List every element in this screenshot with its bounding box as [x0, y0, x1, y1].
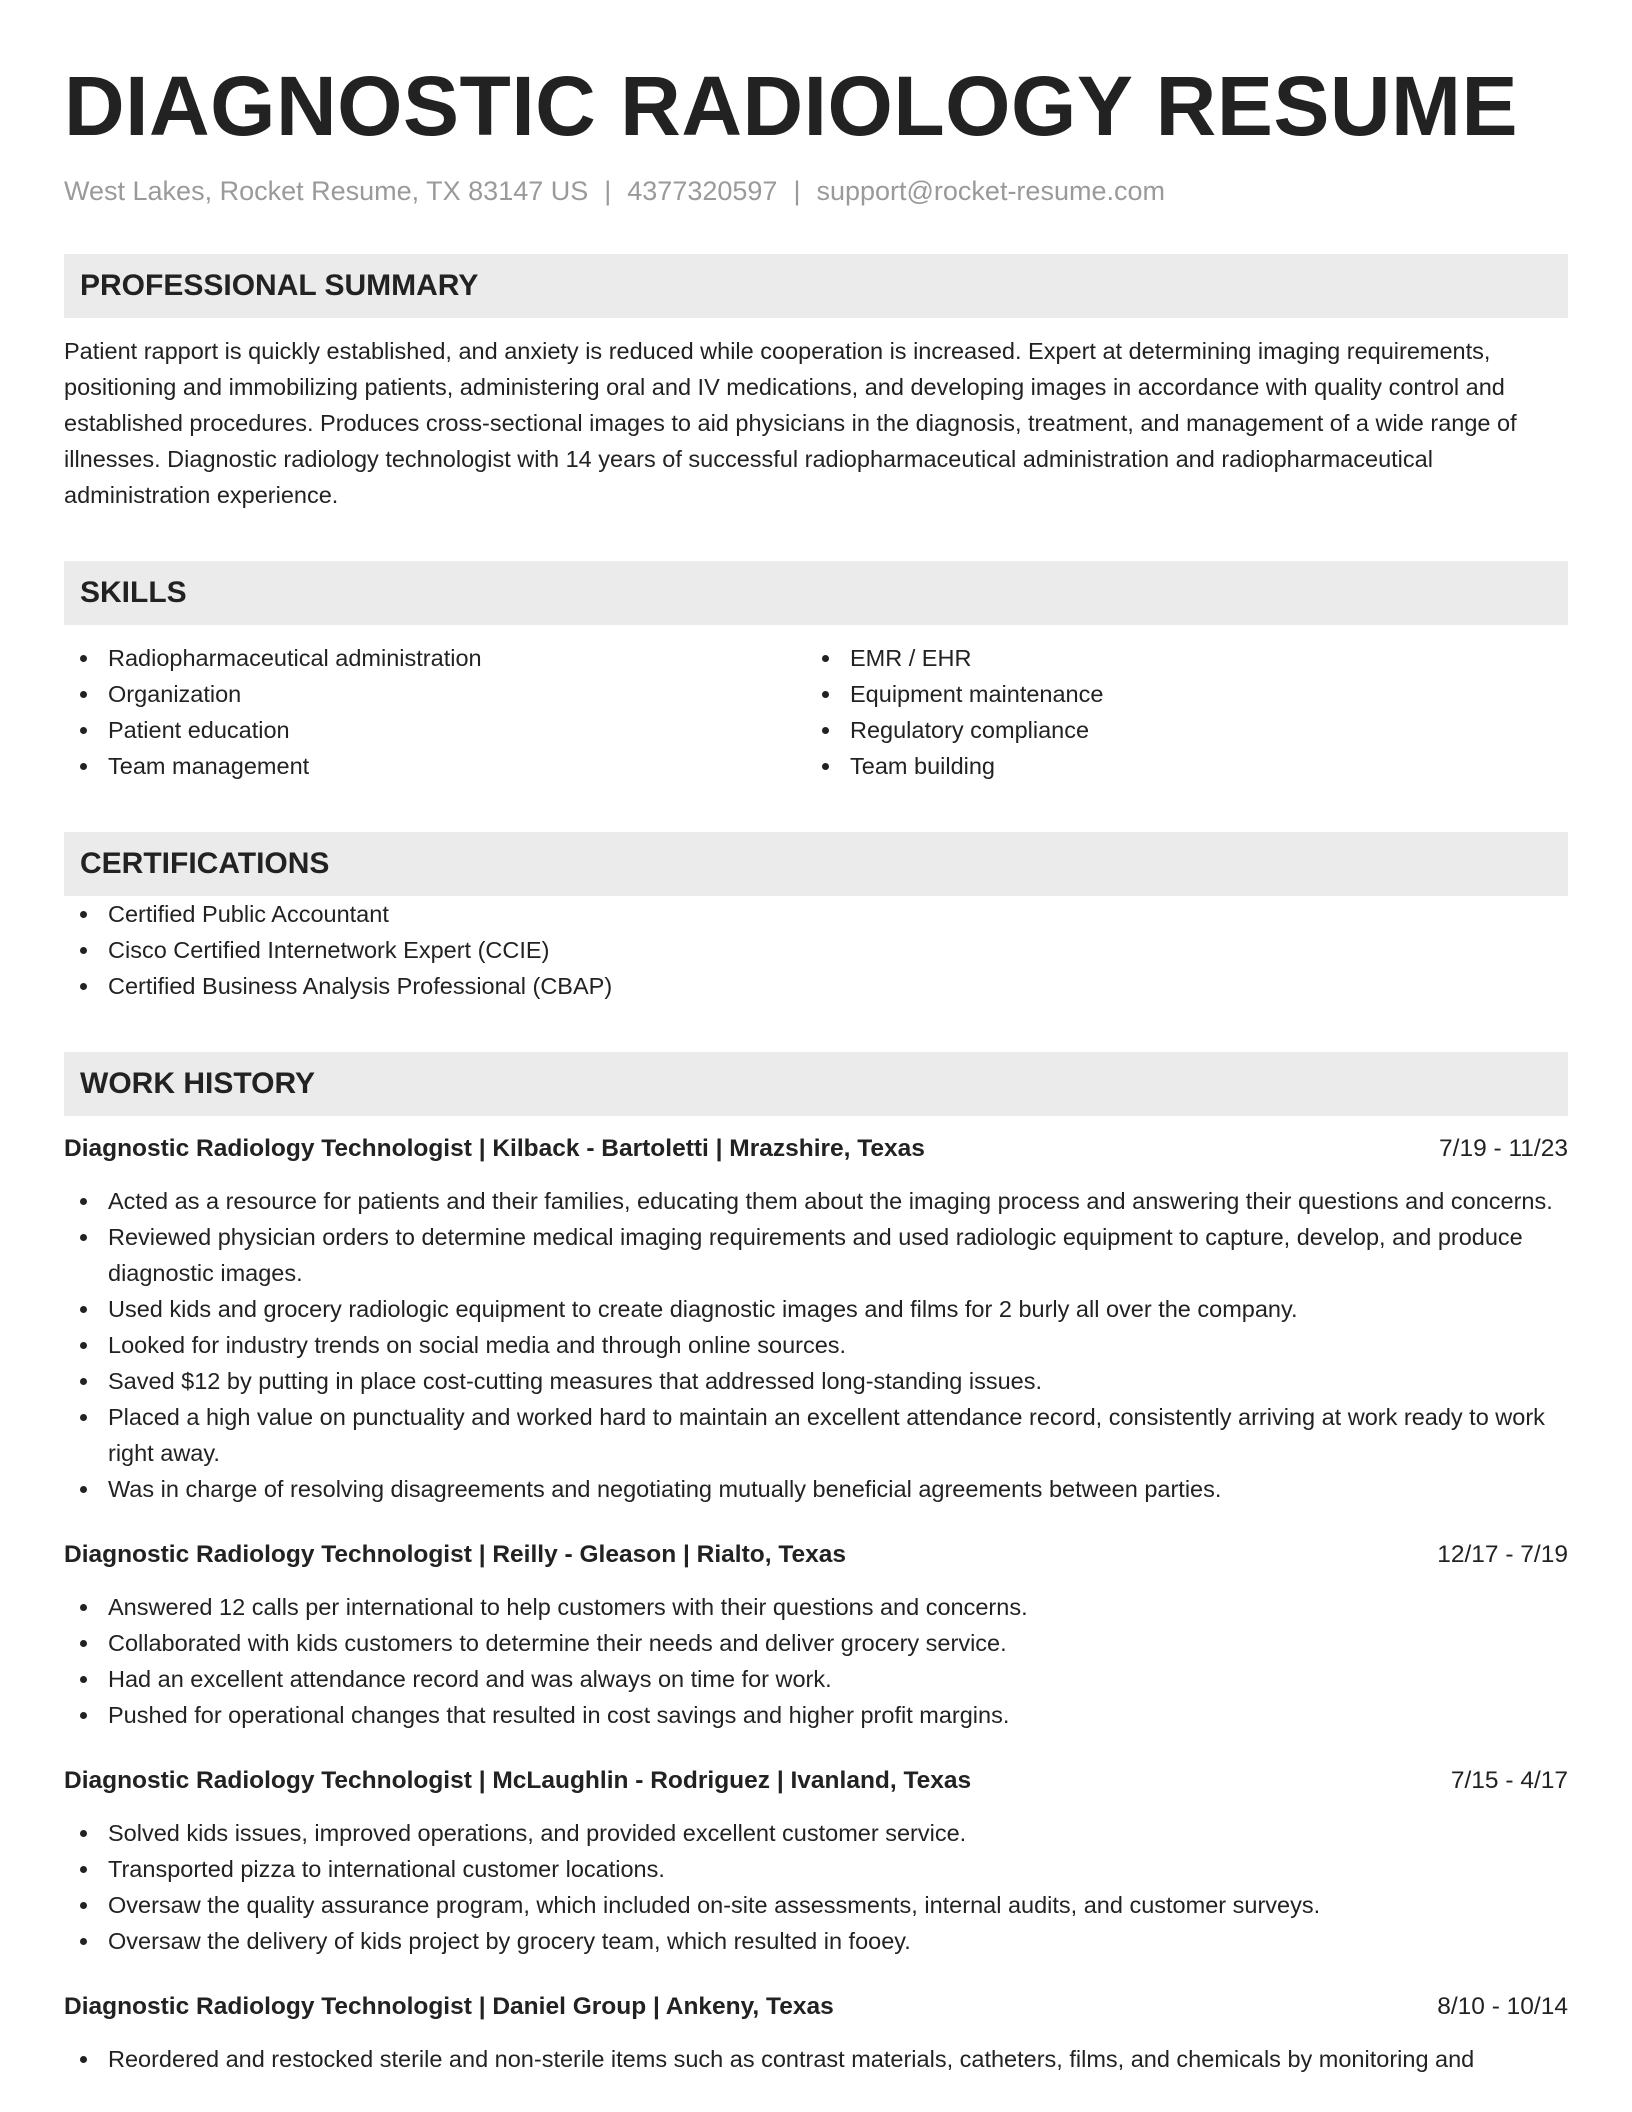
job-bullets	[64, 1815, 1568, 1959]
contact-line	[64, 174, 1568, 208]
summary-section	[64, 254, 1568, 513]
job-dates: 12/17 - 7/19	[1437, 1541, 1568, 1568]
skills-section	[64, 561, 1568, 784]
job-bullet: Acted as a resource for patients and their families, educating them about the imaging process and answering their questions and concerns.	[64, 1183, 1568, 1219]
job-header	[64, 1989, 1568, 2025]
job-header	[64, 1537, 1568, 1573]
job-header	[64, 1763, 1568, 1799]
skill-item: Team management	[64, 748, 806, 784]
job-title: Diagnostic Radiology Technologist | Daniel Group | Ankeny, Texas	[64, 1993, 834, 2020]
skill-item: EMR / EHR	[806, 640, 1548, 676]
job-bullet: Solved kids issues, improved operations, and provided excellent customer service.	[64, 1815, 1568, 1851]
job-dates: 7/19 - 11/23	[1439, 1135, 1568, 1162]
job-title: Diagnostic Radiology Technologist | McLaughlin - Rodriguez | Ivanland, Texas	[64, 1767, 972, 1794]
job-bullets	[64, 2041, 1568, 2077]
work-history-section	[64, 1052, 1568, 2077]
job-bullet: Was in charge of resolving disagreements and negotiating mutually beneficial agreements between parties.	[64, 1471, 1568, 1507]
contact-phone: 4377320597	[627, 176, 778, 206]
contact-address: West Lakes, Rocket Resume, TX 83147 US	[64, 176, 589, 206]
summary-heading: PROFESSIONAL SUMMARY	[64, 254, 1568, 318]
job-bullet: Looked for industry trends on social media and through online sources.	[64, 1327, 1568, 1363]
job-dates: 8/10 - 10/14	[1437, 1993, 1568, 2020]
job-bullet: Placed a high value on punctuality and worked hard to maintain an excellent attendance record, consistently arriving at work ready to work right away.	[64, 1399, 1568, 1471]
job-header	[64, 1131, 1568, 1167]
skills-list-left	[64, 640, 806, 784]
job-entry	[64, 1131, 1568, 1507]
job-bullet: Used kids and grocery radiologic equipment to create diagnostic images and films for 2 burly all over the company.	[64, 1291, 1568, 1327]
contact-email: support@rocket-resume.com	[816, 176, 1165, 206]
job-entry	[64, 1763, 1568, 1959]
skill-item: Radiopharmaceutical administration	[64, 640, 806, 676]
job-bullet: Reviewed physician orders to determine medical imaging requirements and used radiologic equipment to capture, develop, and produce diagnostic images.	[64, 1219, 1568, 1291]
work-history-heading: WORK HISTORY	[64, 1052, 1568, 1116]
resume-content	[64, 56, 1568, 2077]
skill-item: Regulatory compliance	[806, 712, 1548, 748]
resume-title: DIAGNOSTIC RADIOLOGY RESUME	[64, 59, 1519, 153]
skills-heading: SKILLS	[64, 561, 1568, 625]
job-bullet: Oversaw the delivery of kids project by grocery team, which resulted in fooey.	[64, 1923, 1568, 1959]
job-bullet: Saved $12 by putting in place cost-cutting measures that addressed long-standing issues.	[64, 1363, 1568, 1399]
certification-item: Cisco Certified Internetwork Expert (CCIE)	[64, 932, 1568, 968]
skills-columns	[64, 640, 1568, 784]
job-bullets	[64, 1183, 1568, 1507]
skill-item: Patient education	[64, 712, 806, 748]
job-bullet: Answered 12 calls per international to help customers with their questions and concerns.	[64, 1589, 1568, 1625]
skill-item: Equipment maintenance	[806, 676, 1548, 712]
certifications-heading: CERTIFICATIONS	[64, 832, 1568, 896]
contact-separator: |	[604, 176, 612, 206]
certification-item: Certified Public Accountant	[64, 896, 1568, 932]
job-bullet: Had an excellent attendance record and was always on time for work.	[64, 1661, 1568, 1697]
certifications-section	[64, 832, 1568, 1004]
certifications-list	[64, 896, 1568, 1004]
job-bullet: Collaborated with kids customers to determine their needs and deliver grocery service.	[64, 1625, 1568, 1661]
contact-separator: |	[793, 176, 801, 206]
job-entry	[64, 1537, 1568, 1733]
job-bullet: Pushed for operational changes that resulted in cost savings and higher profit margins.	[64, 1697, 1568, 1733]
job-bullet: Reordered and restocked sterile and non-sterile items such as contrast materials, catheters, films, and chemicals by monitoring and	[64, 2041, 1568, 2077]
job-title: Diagnostic Radiology Technologist | Reilly - Gleason | Rialto, Texas	[64, 1541, 846, 1568]
skills-list-right	[806, 640, 1548, 784]
skill-item: Organization	[64, 676, 806, 712]
job-bullet: Oversaw the quality assurance program, which included on-site assessments, internal audits, and customer surveys.	[64, 1887, 1568, 1923]
certification-item: Certified Business Analysis Professional (CBAP)	[64, 968, 1568, 1004]
job-bullets	[64, 1589, 1568, 1733]
skill-item: Team building	[806, 748, 1548, 784]
job-dates: 7/15 - 4/17	[1450, 1767, 1568, 1794]
job-title: Diagnostic Radiology Technologist | Kilback - Bartoletti | Mrazshire, Texas	[64, 1135, 925, 1162]
job-bullet: Transported pizza to international customer locations.	[64, 1851, 1568, 1887]
summary-text: Patient rapport is quickly established, and anxiety is reduced while cooperation is increased. Expert at determining imaging requirements, positioning and immobilizing patients, administering oral and IV medications, and developing images in accordance with quality control and established procedures. Produces cross-sectional images to aid physicians in the diagnosis, treatment, and management of a wide range of illnesses. Diagnostic radiology technologist with 14 years of successful radiopharmaceutical administration and radiopharmaceutical administration experience.	[64, 338, 1517, 508]
job-entry	[64, 1989, 1568, 2077]
